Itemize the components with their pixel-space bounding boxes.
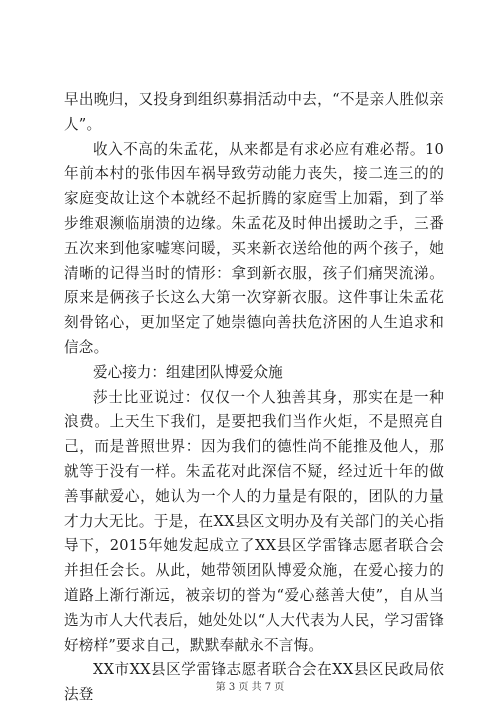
paragraph-2: 收入不高的朱孟花，从来都是有求必应有难必帮。10年前本村的张伟因车祸导致劳动能力丧失，接二连三的的家庭变故让这个本就经不起折腾的家庭雪上加霜，到了举步维艰濒临崩溃的边缘。朱孟花及时伸出援助之手，三番五次来到他家嘘寒问暖，买来新衣送给他的两个孩子，她清晰的记得当时的情形：拿到新衣服，孩子们痛哭流涕。原来是俩孩子长这么大第一次穿新衣服。这件事让朱孟花刻骨铭心，更加坚定了她崇德向善扶危济困的人生追求和信念。 <box>64 140 444 356</box>
paragraph-3: 莎士比亚说过：仅仅一个人独善其身，那实在是一种浪费。上天生下我们，是要把我们当作火炬，不是照亮自己，而是普照世界：因为我们的德性尚不能推及他人，那就等于没有一样。朱孟花对此深信不疑，经过近十年的做善事献爱心，她认为一个人的力量是有限的，团队的力量才力大无比。于是，在XX县区文明办及有关部门的关心指导下，2015年她发起成立了XX县区学雷锋志愿者联合会并担任会长。从此，她带领团队博爱众施，在爱心接力的道路上渐行渐远，被亲切的誉为“爱心慈善大使”，自从当选为市人大代表后，她处处以“人大代表为人民，学习雷锋好榜样”要求自己，默默奉献永不言悔。 <box>64 388 444 654</box>
paragraph-4: XX市XX县区学雷锋志愿者联合会在XX县区民政局依法登 <box>64 661 444 704</box>
section-heading: 爱心接力：组建团队博爱众施 <box>93 363 283 381</box>
paragraph-1: 早出晚归，又投身到组织募捐活动中去，“不是亲人胜似亲人”。 <box>64 91 444 133</box>
page-footer: 第 3 页 共 7 页 <box>215 682 285 693</box>
document-body <box>64 88 444 708</box>
